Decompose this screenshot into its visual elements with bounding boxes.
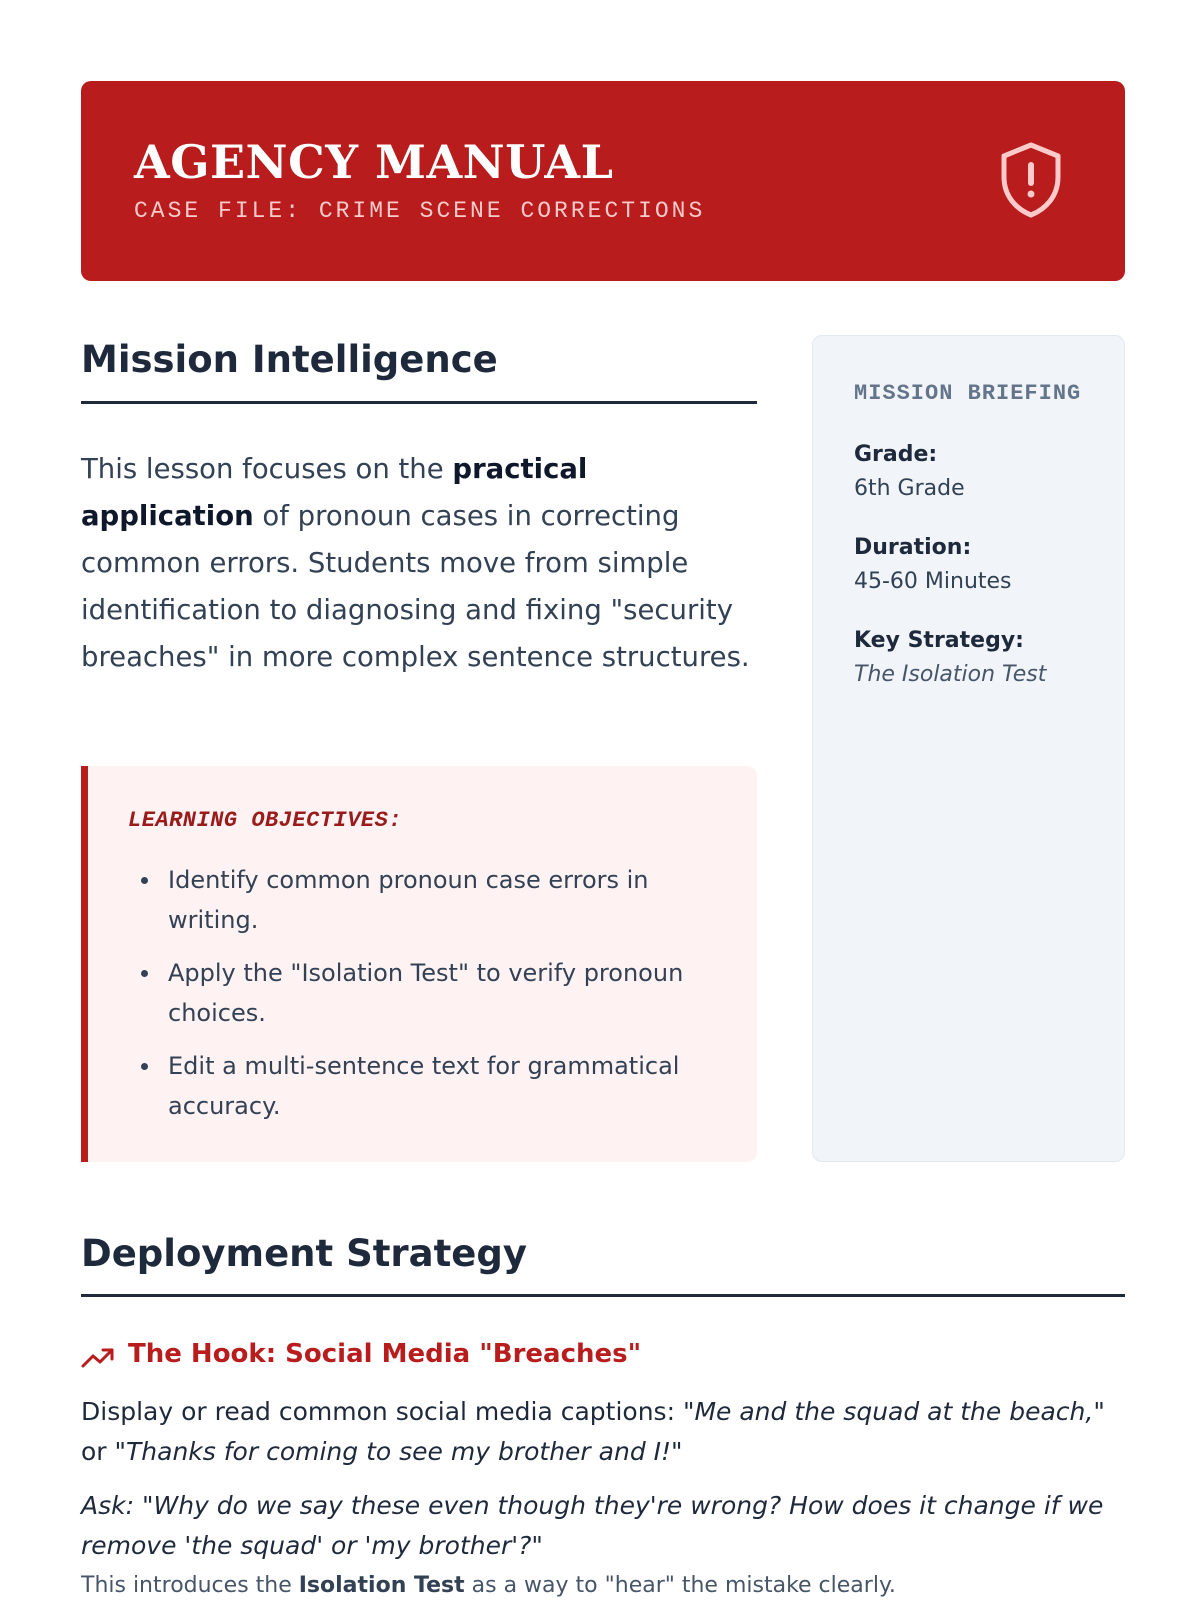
bullet-icon	[141, 877, 148, 884]
briefing-heading: MISSION BRIEFING	[854, 381, 1082, 406]
section-divider	[81, 1294, 1125, 1297]
caption-quote: "Thanks for coming to see my brother and I!"	[114, 1437, 683, 1466]
objective-text: Edit a multi-sentence text for grammatical accuracy.	[168, 1052, 680, 1120]
case-file-subtitle: CASE FILE: CRIME SCENE CORRECTIONS	[134, 198, 706, 224]
intro-text-start: This lesson focuses on the	[81, 453, 453, 485]
caption-quote: "Me and the squad at the beach,"	[682, 1397, 1105, 1426]
note-text-start: This introduces the	[81, 1573, 299, 1598]
intro-emphasis: practical application	[81, 453, 588, 532]
objective-text: Apply the "Isolation Test" to verify pronoun choices.	[168, 959, 684, 1027]
list-item	[128, 1046, 728, 1126]
bullet-icon	[141, 1063, 148, 1070]
hook-title: The Hook: Social Media "Breaches"	[128, 1339, 642, 1369]
captions-or: or	[81, 1437, 115, 1466]
learning-objectives-box	[81, 766, 757, 1162]
list-item	[128, 860, 728, 940]
section-divider	[81, 401, 757, 404]
note-text-end: as a way to "hear" the mistake clearly.	[464, 1573, 896, 1598]
bullet-icon	[141, 970, 148, 977]
objectives-list	[128, 860, 728, 1139]
shield-alert-icon	[998, 141, 1064, 219]
isolation-test-note	[81, 1570, 1125, 1600]
deployment-strategy-heading: Deployment Strategy	[81, 1232, 528, 1275]
intro-text-end: of pronoun cases in correcting common errors. Students move from simple identification to diagnosing and fixing "security breaches" in more complex sentence structures.	[81, 500, 750, 673]
captions-intro: Display or read common social media captions:	[81, 1397, 683, 1426]
objective-text: Identify common pronoun case errors in writing.	[168, 866, 649, 934]
duration-label: Duration:	[854, 535, 972, 560]
list-item	[128, 953, 728, 1033]
grade-label: Grade:	[854, 442, 938, 467]
mission-intelligence-heading: Mission Intelligence	[81, 338, 498, 381]
lesson-intro	[81, 446, 761, 681]
strategy-value: The Isolation Test	[854, 662, 1047, 687]
hook-question-paragraph: Ask: "Why do we say these even though they're wrong? How does it change if we remove 'the squad' or 'my brother'?"	[81, 1491, 1104, 1560]
note-emphasis: Isolation Test	[298, 1573, 465, 1598]
trending-up-icon	[81, 1345, 115, 1369]
objectives-heading: LEARNING OBJECTIVES:	[128, 808, 403, 833]
grade-value: 6th Grade	[854, 476, 965, 501]
duration-value: 45-60 Minutes	[854, 569, 1012, 594]
header-banner	[81, 81, 1125, 281]
strategy-label: Key Strategy:	[854, 628, 1024, 653]
hook-captions-paragraph	[81, 1392, 1125, 1472]
manual-title: AGENCY MANUAL	[134, 135, 614, 189]
mission-briefing-panel	[812, 335, 1125, 1162]
